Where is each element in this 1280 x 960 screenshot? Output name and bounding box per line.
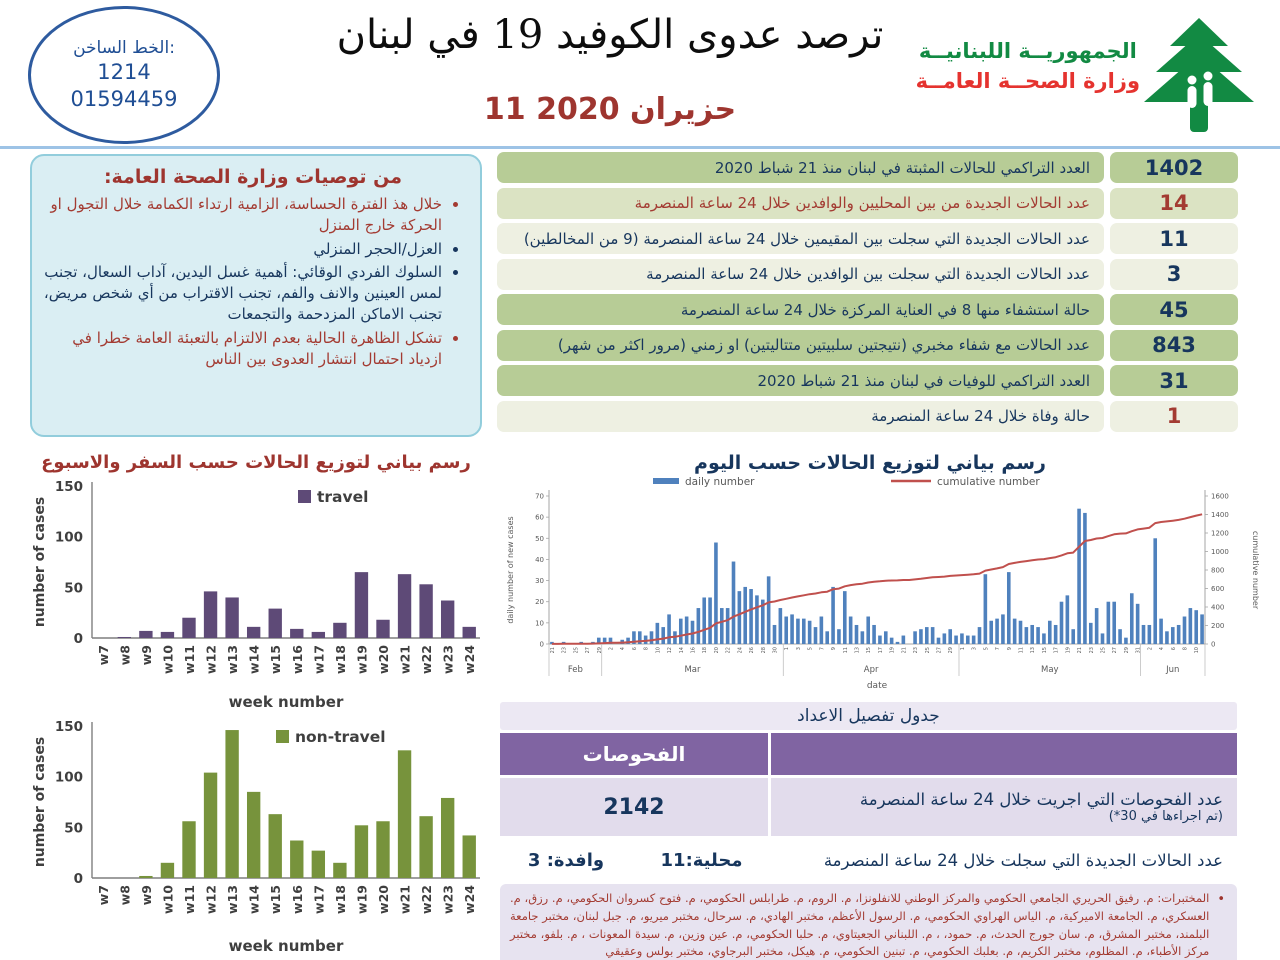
svg-text:100: 100: [54, 769, 83, 786]
x-axis-label: week number: [228, 693, 344, 711]
svg-text:4: 4: [1159, 647, 1166, 651]
svg-text:29: 29: [948, 647, 955, 654]
svg-text:10: 10: [1194, 647, 1201, 654]
svg-text:12: 12: [667, 647, 674, 654]
new-cases-row: [500, 839, 1237, 881]
svg-text:30: 30: [535, 577, 544, 586]
svg-text:w11: w11: [182, 885, 197, 914]
new-cases-arrivals: وافدة: 3: [500, 839, 632, 881]
svg-text:w20: w20: [376, 645, 391, 674]
page-title: ترصد عدوى الكوفيد 19 في لبنان: [336, 12, 884, 58]
svg-text:Mar: Mar: [684, 665, 701, 675]
cumulative-line: [552, 514, 1202, 644]
stat-value: 1402: [1110, 152, 1238, 183]
svg-text:25: 25: [573, 647, 580, 654]
svg-text:w7: w7: [95, 885, 111, 906]
svg-text:1600: 1600: [1211, 492, 1229, 501]
daily-chart-title: رسم بياني لتوزيع الحالات حسب اليوم: [694, 452, 1046, 474]
stat-value: 11: [1110, 223, 1238, 254]
svg-text:5: 5: [807, 647, 814, 651]
x-tick-labels: [96, 885, 477, 914]
ministry-name-line2: وزارة الصحــة العامــة: [915, 69, 1140, 94]
ministry-name-line1: الجمهوريــة اللبنانيــة: [918, 39, 1137, 63]
svg-text:17: 17: [1053, 647, 1060, 654]
cedar-tree-icon: [1140, 14, 1258, 136]
svg-text:1200: 1200: [1211, 529, 1229, 538]
svg-text:w14: w14: [246, 645, 262, 674]
daily-combo-chart: [503, 470, 1263, 702]
tests-count-row: [500, 778, 1237, 836]
stats-table: [497, 152, 1238, 436]
table-row: [497, 223, 1238, 254]
svg-text:w9: w9: [138, 885, 154, 906]
hotline-number-main: 1214: [97, 60, 151, 85]
svg-text:16: 16: [690, 647, 697, 654]
svg-text:31: 31: [1135, 647, 1142, 654]
svg-text:w8: w8: [117, 645, 133, 666]
svg-text:29: 29: [596, 647, 603, 654]
svg-text:w21: w21: [397, 885, 413, 914]
svg-text:4: 4: [620, 647, 627, 651]
recommendation-item: • تشكل الظاهرة الحالية بعدم الالتزام بالتعبئة العامة خطرا في ازدياد احتمال انتشار العدوى بين الناس: [42, 328, 442, 371]
svg-text:100: 100: [54, 529, 83, 546]
ministry-name: [916, 36, 1140, 97]
legend: [298, 488, 368, 506]
new-cases-label: عدد الحالات الجديدة التي سجلت خلال 24 ساعة المنصرمة: [771, 839, 1237, 881]
y-axis-label: number of cases: [32, 736, 48, 868]
svg-text:May: May: [1040, 665, 1059, 675]
svg-text:7: 7: [819, 647, 826, 651]
svg-text:w20: w20: [376, 885, 391, 914]
svg-text:25: 25: [924, 647, 931, 654]
svg-text:11: 11: [842, 647, 849, 654]
svg-text:w13: w13: [225, 885, 241, 914]
hotline-label: الخط الساخن:: [73, 38, 175, 59]
y-axis-label-right: cumulative number: [1251, 530, 1260, 610]
svg-text:2: 2: [1147, 647, 1154, 651]
svg-text:Apr: Apr: [863, 665, 879, 675]
travel-bar-chart: [28, 474, 488, 714]
svg-text:0: 0: [539, 640, 544, 649]
tests-column-header: الفحوصات: [500, 733, 768, 775]
x-tick-labels: [96, 645, 477, 674]
svg-text:9: 9: [1006, 647, 1013, 651]
x-axis-label: date: [866, 681, 888, 691]
svg-text:w12: w12: [203, 885, 219, 914]
svg-text:29: 29: [1123, 647, 1130, 654]
hotline-number-alt: 01594459: [70, 86, 178, 111]
svg-text:daily number: daily number: [685, 476, 755, 488]
svg-text:23: 23: [913, 647, 920, 654]
labs-footnote: [500, 884, 1237, 960]
svg-text:w15: w15: [268, 885, 284, 914]
svg-text:40: 40: [535, 555, 544, 564]
svg-text:10: 10: [655, 647, 662, 654]
y-axis-label: number of cases: [32, 496, 48, 628]
stat-value: 3: [1110, 259, 1238, 290]
chart-axes: [535, 490, 1229, 649]
svg-text:200: 200: [1211, 622, 1225, 630]
svg-text:1000: 1000: [1211, 548, 1229, 556]
svg-text:w19: w19: [354, 885, 370, 914]
y-axis-label-left: daily number of new cases: [506, 516, 515, 624]
tests-table-header-row: [500, 733, 1237, 775]
svg-text:70: 70: [535, 492, 544, 501]
svg-text:0: 0: [73, 631, 83, 647]
stat-label: حالة وفاة خلال 24 ساعة المنصرمة: [497, 401, 1104, 432]
svg-text:1: 1: [959, 647, 966, 651]
svg-text:13: 13: [1030, 647, 1037, 654]
svg-text:9: 9: [831, 647, 838, 651]
svg-text:8: 8: [643, 647, 650, 651]
bullet-icon: •: [1217, 892, 1225, 907]
svg-text:60: 60: [535, 513, 544, 522]
svg-text:travel: travel: [317, 488, 369, 506]
svg-text:w18: w18: [332, 645, 348, 674]
labs-footnote-text: المختبرات: م. رفيق الحريري الجامعي الحكومي والمركز الوطني للانفلونزا، م. الروم، م. طرابلس الحكومي، م. فتوح كسروان الحكومي، م. رزق، م. العسكري، م. الجامعة الاميركية، م. الياس الهراوي الحكومي، م. الرسول الأعظم، مختبر الهادي، م. سرحال، مختبر ميريو، م. جبل لبنان، مختبر جامعة البلمند، مختبر المشرق، م. سان جورج الحدث، م. حمود، ، م. اللبناني الجعيتاوي، م. حلبا الحكومي، م. عين وزين، م. سيدة المعونات ، م. بلفو، مختبر مركز الأطباء، م. المظلوم، مختبر الكريم، م. بعلبك الحكومي، م. تبنين الحكومي، م. هيكل، مختبر البرجاوي، مختبر بولس وعقيقي: [510, 891, 1210, 959]
svg-text:150: 150: [54, 719, 83, 735]
ministry-logo: [916, 14, 1258, 136]
daily-bars-group: [550, 509, 1204, 644]
table-row: [497, 294, 1238, 325]
svg-text:20: 20: [713, 647, 720, 654]
stat-value: 14: [1110, 188, 1238, 219]
svg-text:w11: w11: [182, 645, 197, 674]
weekly-charts-title: رسم بياني لتوزيع الحالات حسب السفر والاسبوع: [41, 452, 471, 473]
recommendation-item: • العزل/الحجر المنزلي: [42, 239, 442, 260]
svg-text:18: 18: [702, 647, 709, 654]
bars-group: [118, 572, 476, 638]
svg-text:8: 8: [1182, 647, 1189, 651]
svg-text:w24: w24: [462, 645, 478, 674]
table-row: [497, 401, 1238, 432]
svg-text:0: 0: [1211, 640, 1216, 649]
x-tick-labels: [550, 647, 1200, 653]
svg-text:w18: w18: [332, 885, 348, 914]
svg-text:6: 6: [1170, 647, 1177, 651]
svg-text:1: 1: [784, 647, 791, 651]
table-row: [497, 188, 1238, 219]
recommendation-item: • خلال هذ الفترة الحساسة، الزامية ارتداء الكمامة خلال التجول او الحركة خارج المنزل: [42, 194, 442, 237]
svg-text:600: 600: [1211, 585, 1225, 593]
legend: [653, 476, 1040, 488]
svg-text:26: 26: [749, 647, 756, 654]
svg-text:w8: w8: [117, 885, 133, 906]
svg-text:w22: w22: [419, 645, 435, 674]
stat-label: العدد التراكمي للحالات المثبتة في لبنان منذ 21 شباط 2020: [497, 152, 1104, 183]
svg-text:15: 15: [866, 647, 873, 654]
stat-label: عدد الحالات الجديدة التي سجلت بين الوافدين خلال 24 ساعة المنصرمة: [497, 259, 1104, 290]
svg-text:150: 150: [54, 479, 83, 495]
tests-table-title: جدول تفصيل الاعداد: [500, 702, 1237, 730]
svg-text:w12: w12: [203, 645, 219, 674]
svg-text:w22: w22: [419, 885, 435, 914]
svg-text:10: 10: [535, 619, 544, 628]
svg-text:w13: w13: [225, 645, 241, 674]
chart-axes: [55, 719, 480, 887]
svg-text:w14: w14: [246, 885, 262, 914]
stat-value: 1: [1110, 401, 1238, 432]
svg-text:3: 3: [971, 647, 978, 651]
svg-text:30: 30: [772, 647, 779, 654]
stat-label: العدد التراكمي للوفيات في لبنان منذ 21 شباط 2020: [497, 365, 1104, 396]
svg-text:19: 19: [889, 647, 896, 654]
svg-text:23: 23: [1088, 647, 1095, 654]
svg-text:w21: w21: [397, 645, 413, 674]
bars-group: [139, 730, 476, 878]
svg-text:w19: w19: [354, 645, 370, 674]
svg-text:22: 22: [725, 647, 732, 654]
stat-value: 45: [1110, 294, 1238, 325]
tests-count-label: عدد الفحوصات التي اجريت خلال 24 ساعة المنصرمة: [859, 790, 1223, 809]
svg-text:0: 0: [73, 871, 83, 887]
tests-count-label-cell: [771, 778, 1237, 836]
x-axis-label: week number: [228, 937, 344, 955]
svg-text:25: 25: [1100, 647, 1107, 654]
svg-text:24: 24: [737, 647, 744, 654]
svg-text:50: 50: [64, 580, 83, 597]
svg-text:w9: w9: [138, 645, 154, 666]
svg-text:Jun: Jun: [1166, 665, 1180, 675]
svg-text:w24: w24: [462, 885, 478, 914]
svg-text:cumulative number: cumulative number: [937, 476, 1040, 488]
svg-text:15: 15: [1041, 647, 1048, 654]
stat-label: عدد الحالات الجديدة التي سجلت بين المقيمين خلال 24 ساعة المنصرمة (9 من المخالطين): [497, 223, 1104, 254]
tests-header-spacer: [771, 733, 1237, 775]
svg-text:27: 27: [1112, 647, 1119, 654]
svg-text:17: 17: [877, 647, 884, 654]
new-cases-local: محلية:11: [635, 839, 768, 881]
svg-text:5: 5: [983, 647, 990, 651]
table-row: [497, 259, 1238, 290]
svg-text:21: 21: [901, 647, 908, 654]
svg-text:23: 23: [561, 647, 568, 654]
svg-text:w17: w17: [311, 885, 327, 914]
stat-label: حالة استشفاء منها 8 في العناية المركزة خلال 24 ساعة المنصرمة: [497, 294, 1104, 325]
tests-count-value: 2142: [500, 778, 768, 836]
stat-value: 843: [1110, 330, 1238, 361]
svg-text:50: 50: [64, 820, 83, 837]
table-row: [497, 152, 1238, 183]
svg-text:w10: w10: [160, 645, 176, 674]
recommendations-list: [42, 194, 464, 370]
table-row: [497, 330, 1238, 361]
table-row: [497, 365, 1238, 396]
chart-axes: [55, 479, 480, 647]
svg-text:6: 6: [631, 647, 638, 651]
svg-text:13: 13: [854, 647, 861, 654]
svg-text:Feb: Feb: [567, 665, 583, 675]
svg-text:w23: w23: [440, 645, 456, 674]
svg-text:3: 3: [795, 647, 802, 651]
svg-text:27: 27: [936, 647, 943, 654]
recommendation-item: • السلوك الفردي الوقائي: أهمية غسل اليدين، آداب السعال، تجنب لمس العينين والانف والفم، تجنب الاقتراب من أي شخص مريض، تجنب الاماكن المزدحمة والتجمعات: [42, 262, 442, 326]
legend: [276, 728, 386, 746]
svg-text:14: 14: [678, 647, 685, 654]
svg-text:w17: w17: [311, 645, 327, 674]
svg-text:28: 28: [760, 647, 767, 654]
svg-text:27: 27: [585, 647, 592, 654]
stat-value: 31: [1110, 365, 1238, 396]
svg-text:400: 400: [1211, 603, 1225, 612]
svg-text:50: 50: [535, 534, 544, 543]
svg-text:w23: w23: [440, 885, 456, 914]
hotline-badge: [28, 6, 220, 144]
svg-text:w15: w15: [268, 645, 284, 674]
svg-text:7: 7: [995, 647, 1002, 651]
stat-label: عدد الحالات الجديدة من بين المحليين والوافدين خلال 24 ساعة المنصرمة: [497, 188, 1104, 219]
svg-text:w7: w7: [95, 645, 111, 666]
svg-text:20: 20: [535, 598, 544, 607]
svg-text:21: 21: [1077, 647, 1084, 654]
recommendations-title: من توصيات وزارة الصحة العامة:: [103, 166, 403, 188]
svg-text:21: 21: [549, 647, 556, 654]
svg-text:w10: w10: [160, 885, 176, 914]
svg-text:19: 19: [1065, 647, 1072, 654]
header-divider: [0, 146, 1280, 149]
svg-text:2: 2: [608, 647, 615, 651]
svg-text:1400: 1400: [1211, 511, 1229, 519]
svg-text:w16: w16: [289, 885, 305, 914]
svg-text:800: 800: [1211, 566, 1225, 575]
recommendations-box: [30, 154, 482, 437]
svg-text:non-travel: non-travel: [295, 728, 386, 746]
stat-label: عدد الحالات مع شفاء مخبري (نتيجتين سلبيتين متتاليتين) او زمني (مرور اكثر من شهر): [497, 330, 1104, 361]
tests-count-note: (تم اجراءها في 30*): [1108, 809, 1223, 824]
svg-text:11: 11: [1018, 647, 1025, 654]
nontravel-bar-chart: [28, 714, 488, 958]
tests-detail-table: [500, 702, 1237, 884]
svg-text:w16: w16: [289, 645, 305, 674]
report-date: 11 حزيران 2020: [483, 92, 737, 127]
